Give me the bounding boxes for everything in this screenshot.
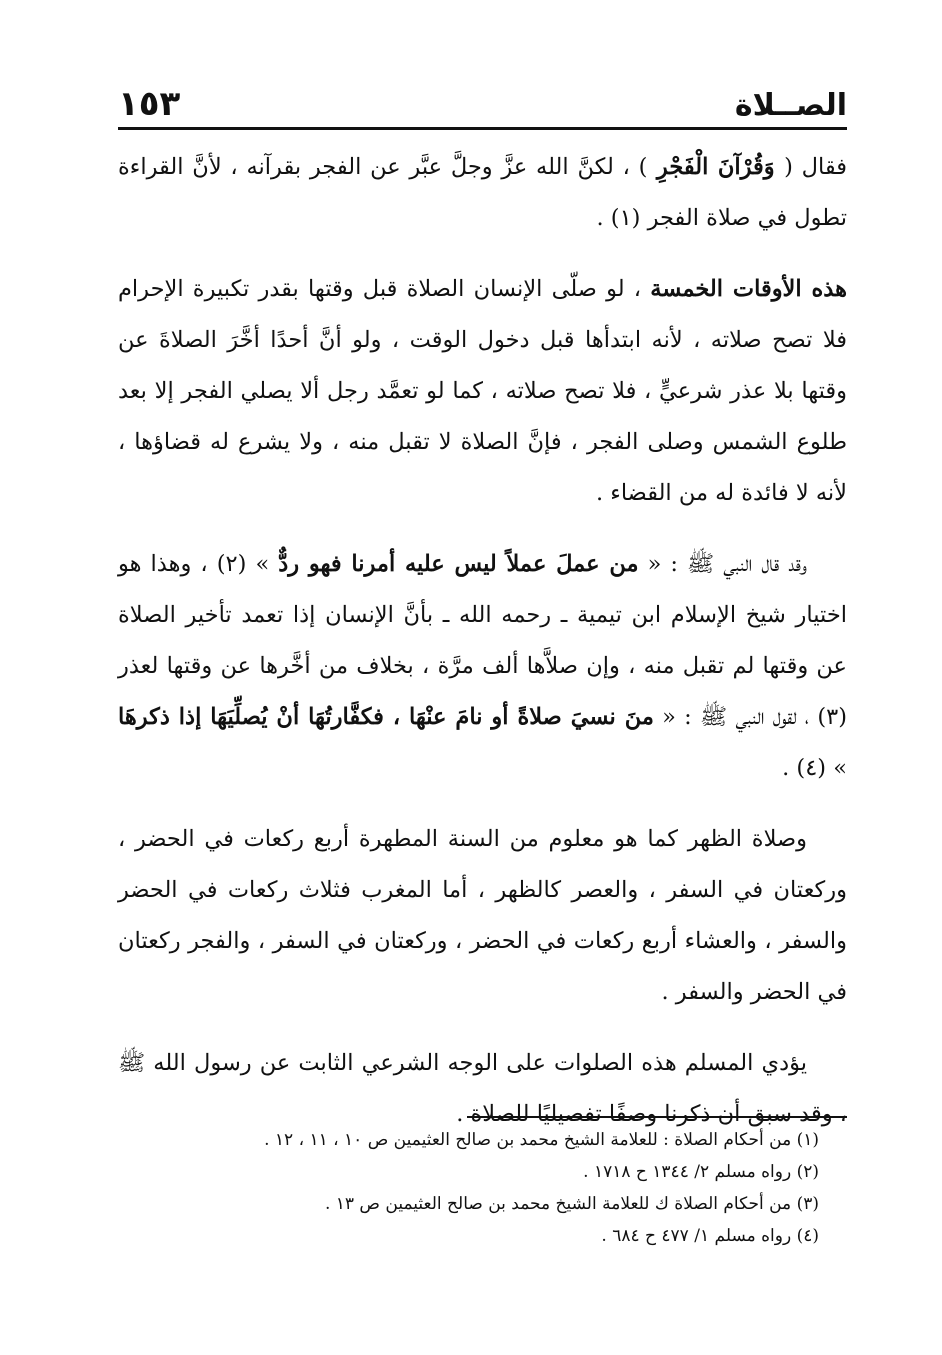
paragraph-1 — [118, 142, 847, 244]
paragraph-3-text: ، لقول النبي ﷺ : « — [653, 704, 818, 730]
footnote-separator — [467, 1116, 847, 1118]
paragraph-2 — [118, 264, 847, 519]
footnote-ref-1: (١) — [610, 205, 641, 231]
footnote-4: (٤) رواه مسلم ١/ ٤٧٧ ح ٦٨٤ . — [601, 1226, 819, 1246]
paragraph-4: وصلاة الظهر كما هو معلوم من السنة المطهرة أربع ركعات في الحضر ، وركعتان في السفر ، والعصر كالظهر ، أما المغرب فثلاث ركعات في الحضر والسفر ، والعشاء أربع ركعات في الحضر ، وركعتان في السفر ، والفجر ركعتان في الحضر والسفر . — [118, 826, 847, 1005]
hadith-quote-1: من عملَ عملاً ليس عليه أمرنا فهو ردٌّ — [278, 551, 639, 577]
footnote-ref-4: (٤) — [796, 755, 827, 781]
section-lead: هذه الأوقات الخمسة — [650, 276, 847, 302]
paragraph-3 — [118, 539, 847, 794]
paragraph-3-text: » — [826, 755, 847, 781]
paragraph-3-text: وقد قال النبي ﷺ : « — [638, 551, 808, 577]
paragraph-3-text: ، وهذا هو اختيار شيخ الإسلام ابن تيمية ـ رحمه الله ـ بأنَّ الإنسان إذا تعمد تأخير الصلاة عن وقتها لم تقبل منه ، وإن صلاَّها ألف مرَّة ، بخلاف من أخَّرها عن وقتها لعذر — [118, 551, 847, 679]
running-title: الصــلاة — [734, 88, 847, 123]
hadith-quote-2: منَ نسيَ صلاةً أو نامَ عنْهَا ، فكفَّارتُهَا أنْ يُصلِّيَهَا إذا ذكرهَا — [118, 704, 654, 730]
paragraph-3-text: » — [246, 551, 279, 577]
page-header — [118, 82, 847, 130]
footnote-3: (٣) من أحكام الصلاة ك للعلامة الشيخ محمد بن صالح العثيمين ص ١٣ . — [324, 1194, 819, 1214]
quran-quote: وَقُرْآنَ الْفَجْرِ — [647, 154, 785, 180]
paragraph-1-text: . — [596, 205, 611, 231]
paragraph-5: يؤدي المسلم هذه الصلوات على الوجه الشرعي الثابت عن رسول الله ﷺ ، وقد سبق أن ذكرنا وصفًا تفصيليًا للصلاة . — [118, 1050, 847, 1127]
main-text — [118, 142, 847, 1160]
paragraph-1-text: ) ، لكنَّ الله عزَّ وجلَّ عبَّر عن الفجر بقرآنه ، لأنَّ القراءة تطول في صلاة الفجر — [118, 154, 847, 231]
footnote-ref-3: (٣) — [817, 704, 848, 730]
footnotes — [118, 1124, 847, 1252]
footnote-1: (١) من أحكام الصلاة : للعلامة الشيخ محمد بن صالح العثيمين ص ١٠ ، ١١ ، ١٢ . — [264, 1130, 819, 1150]
paragraph-3-text: . — [782, 755, 797, 781]
footnote-2: (٢) رواه مسلم ٢/ ١٣٤٤ ح ١٧١٨ . — [583, 1162, 819, 1182]
footnote-ref-2: (٢) — [216, 551, 247, 577]
page-number: ١٥٣ — [118, 84, 181, 124]
paragraph-1-text: فقال ( — [784, 154, 847, 180]
paragraph-2-text: ، لو صلّى الإنسان الصلاة قبل وقتها بقدر تكبيرة الإحرام فلا تصح صلاته ، لأنه ابتدأها قبل دخول الوقت ، ولو أنَّ أحدًا أخَّرَ الصلاةَ عن وقتها بلا عذر شرعيٍّ ، فلا تصح صلاته ، كما لو تعمَّد رجل ألا يصلي الفجر إلا بعد طلوع الشمس وصلى الفجر ، فإنَّ الصلاة لا تقبل منه ، ولا يشرع له قضاؤها ، لأنه لا فائدة له من القضاء . — [118, 276, 847, 506]
